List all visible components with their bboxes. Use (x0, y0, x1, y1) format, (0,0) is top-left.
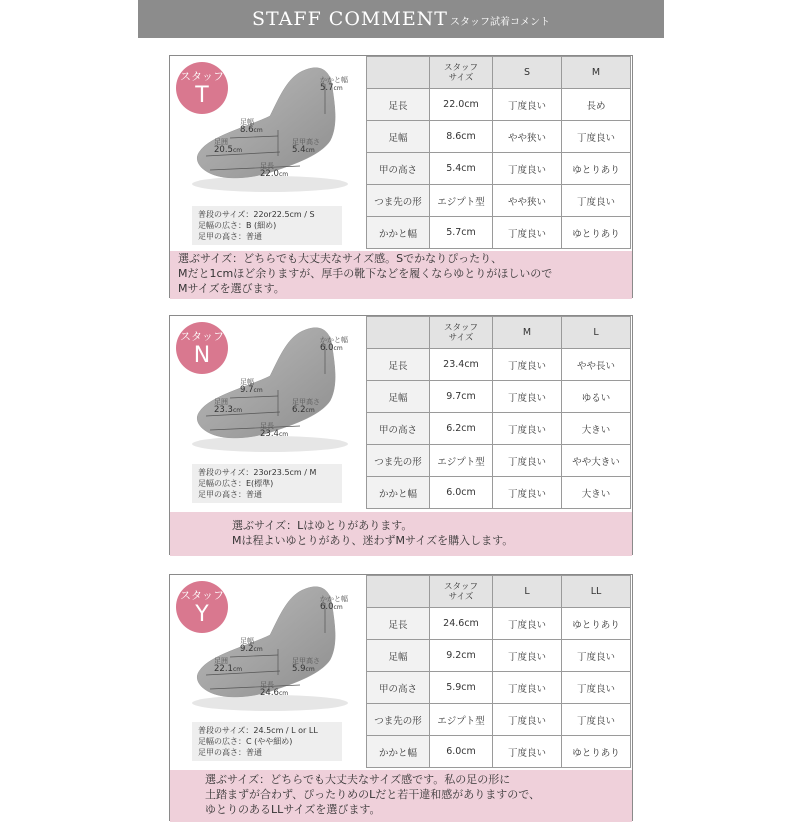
staff-size-cell: エジプト型 (430, 185, 493, 217)
staff-size-cell: 5.9cm (430, 672, 493, 704)
row-label: 足長 (367, 608, 430, 640)
staff-size-cell: 5.4cm (430, 153, 493, 185)
staff-size-cell: 5.7cm (430, 217, 493, 249)
staff-size-cell: 8.6cm (430, 121, 493, 153)
comment-line: 土踏まずが合わず、ぴったりめのLだと若干違和感がありますので、 (205, 788, 541, 801)
staff-comment (170, 770, 632, 822)
info-line: 足甲の高さ：普通 (198, 490, 262, 499)
heel-width-value: 6.0 (320, 343, 334, 353)
staff-size-cell: 6.0cm (430, 477, 493, 509)
fit-cell-1: 丁度良い (493, 445, 562, 477)
badge-letter: Y (195, 602, 209, 627)
staff-info-box (192, 722, 342, 761)
table-row (367, 121, 631, 153)
comment-line: Mだと1cmほど余りますが、厚手の靴下などを履くならゆとりがほしいので (178, 267, 553, 280)
table-row (367, 608, 631, 640)
foot-length-value: 23.4 (260, 429, 279, 439)
size-header-2: L (562, 317, 631, 349)
badge-label: スタッフ (180, 70, 224, 83)
header-title: STAFF COMMENT (252, 8, 448, 30)
fit-table (366, 56, 631, 249)
staff-block (169, 574, 633, 821)
staff-size-cell: 9.7cm (430, 381, 493, 413)
fit-cell-2: 丁度良い (562, 672, 631, 704)
size-header-2: M (562, 57, 631, 89)
info-line: 普段のサイズ：22or22.5cm / S (198, 210, 315, 219)
info-line: 足甲の高さ：普通 (198, 232, 262, 241)
staff-size-cell: 9.2cm (430, 640, 493, 672)
fit-cell-2: ゆとりあり (562, 736, 631, 768)
staff-block (169, 55, 633, 298)
foot-girth-label: 足囲 20.5cm (214, 138, 243, 155)
fit-cell-2: 丁度良い (562, 185, 631, 217)
foot-length-value: 24.6 (260, 688, 279, 698)
fit-cell-1: 丁度良い (493, 736, 562, 768)
foot-girth-label: 足囲 22.1cm (214, 657, 243, 674)
badge-label: スタッフ (180, 330, 224, 343)
table-row (367, 704, 631, 736)
fit-cell-2: ゆるい (562, 381, 631, 413)
instep-height-label: 足甲高さ 5.4cm (292, 138, 320, 155)
foot-width-value: 9.7 (240, 385, 254, 395)
heel-width-label: かかと幅 5.7cm (320, 76, 348, 93)
table-corner (367, 576, 430, 608)
fit-cell-2: ゆとりあり (562, 153, 631, 185)
foot-girth-value: 22.1 (214, 664, 233, 674)
foot-illustration (170, 575, 366, 770)
fit-cell-2: 丁度良い (562, 640, 631, 672)
badge-letter: N (193, 343, 211, 368)
comment-line: ゆとりのあるLLサイズを選びます。 (205, 803, 381, 816)
row-label: つま先の形 (367, 445, 430, 477)
heel-width-value: 6.0 (320, 602, 334, 612)
comment-line: Mは程よいゆとりがあり、迷わずMサイズを購入します。 (232, 534, 514, 547)
foot-illustration (170, 316, 366, 512)
row-label: 甲の高さ (367, 413, 430, 445)
fit-cell-1: 丁度良い (493, 89, 562, 121)
fit-cell-1: 丁度良い (493, 704, 562, 736)
fit-cell-2: 大きい (562, 477, 631, 509)
foot-illustration (170, 56, 366, 251)
fit-cell-1: 丁度良い (493, 608, 562, 640)
fit-cell-1: 丁度良い (493, 477, 562, 509)
row-label: 足長 (367, 89, 430, 121)
table-row (367, 217, 631, 249)
staff-block (169, 315, 633, 555)
staff-badge (176, 581, 228, 633)
row-label: 足長 (367, 349, 430, 381)
staff-size-header: スタッフ サイズ (430, 576, 493, 608)
instep-height-value: 5.9 (292, 664, 306, 674)
foot-girth-label: 足囲 23.3cm (214, 398, 243, 415)
table-header-row (367, 576, 631, 608)
table-row (367, 349, 631, 381)
staff-size-cell: 6.0cm (430, 736, 493, 768)
foot-width-label: 足幅 9.2cm (240, 637, 263, 654)
instep-height-label: 足甲高さ 6.2cm (292, 398, 320, 415)
foot-length-value: 22.0 (260, 169, 279, 179)
staff-size-cell: 22.0cm (430, 89, 493, 121)
row-label: つま先の形 (367, 704, 430, 736)
fit-cell-1: やや狭い (493, 185, 562, 217)
foot-width-label: 足幅 9.7cm (240, 378, 263, 395)
table-corner (367, 57, 430, 89)
badge-label: スタッフ (180, 589, 224, 602)
fit-cell-2: 丁度良い (562, 704, 631, 736)
row-label: 甲の高さ (367, 672, 430, 704)
fit-cell-2: ゆとりあり (562, 608, 631, 640)
table-row (367, 672, 631, 704)
header-subtitle: スタッフ試着コメント (449, 17, 550, 28)
fit-table (366, 316, 631, 509)
foot-width-value: 8.6 (240, 125, 254, 135)
table-row (367, 477, 631, 509)
info-line: 足甲の高さ：普通 (198, 748, 262, 757)
fit-cell-1: 丁度良い (493, 672, 562, 704)
instep-height-label: 足甲高さ 5.9cm (292, 657, 320, 674)
staff-size-cell: 6.2cm (430, 413, 493, 445)
foot-length-label: 足長 24.6cm (260, 681, 289, 698)
staff-badge (176, 322, 228, 374)
row-label: 足幅 (367, 381, 430, 413)
fit-cell-2: 大きい (562, 413, 631, 445)
page-header (138, 0, 664, 38)
row-label: つま先の形 (367, 185, 430, 217)
size-header-2: LL (562, 576, 631, 608)
info-line: 足幅の広さ：C (やや細め) (198, 737, 293, 746)
row-label: 足幅 (367, 121, 430, 153)
staff-size-cell: 23.4cm (430, 349, 493, 381)
fit-cell-1: 丁度良い (493, 640, 562, 672)
staff-size-header: スタッフ サイズ (430, 317, 493, 349)
foot-girth-value: 23.3 (214, 405, 233, 415)
row-label: かかと幅 (367, 217, 430, 249)
heel-width-value: 5.7 (320, 83, 334, 93)
foot-width-label: 足幅 8.6cm (240, 118, 263, 135)
table-row (367, 413, 631, 445)
table-row (367, 445, 631, 477)
fit-cell-2: やや大きい (562, 445, 631, 477)
info-line: 普段のサイズ：24.5cm / L or LL (198, 726, 318, 735)
staff-info-box (192, 206, 342, 245)
size-header-1: M (493, 317, 562, 349)
fit-cell-1: 丁度良い (493, 349, 562, 381)
table-row (367, 640, 631, 672)
table-row (367, 89, 631, 121)
fit-cell-2: 丁度良い (562, 121, 631, 153)
row-label: 甲の高さ (367, 153, 430, 185)
comment-line: 選ぶサイズ：どちらでも大丈夫なサイズ感です。私の足の形に (205, 773, 511, 786)
table-corner (367, 317, 430, 349)
fit-cell-2: やや長い (562, 349, 631, 381)
staff-size-cell: エジプト型 (430, 445, 493, 477)
fit-cell-1: 丁度良い (493, 413, 562, 445)
fit-cell-2: 長め (562, 89, 631, 121)
row-label: かかと幅 (367, 736, 430, 768)
fit-cell-1: 丁度良い (493, 217, 562, 249)
staff-comment (170, 512, 632, 556)
info-line: 足幅の広さ：B (細め) (198, 221, 277, 230)
comment-line: 選ぶサイズ：どちらでも大丈夫なサイズ感。Sでかなりぴったり、 (178, 252, 503, 265)
fit-cell-1: やや狭い (493, 121, 562, 153)
foot-length-label: 足長 23.4cm (260, 422, 289, 439)
table-header-row (367, 57, 631, 89)
table-row (367, 185, 631, 217)
row-label: かかと幅 (367, 477, 430, 509)
fit-cell-1: 丁度良い (493, 153, 562, 185)
comment-line: 選ぶサイズ：Lはゆとりがあります。 (232, 519, 413, 532)
fit-table (366, 575, 631, 768)
instep-height-value: 5.4 (292, 145, 306, 155)
instep-height-value: 6.2 (292, 405, 306, 415)
fit-cell-1: 丁度良い (493, 381, 562, 413)
size-header-1: S (493, 57, 562, 89)
table-row (367, 381, 631, 413)
staff-size-cell: 24.6cm (430, 608, 493, 640)
fit-cell-2: ゆとりあり (562, 217, 631, 249)
staff-size-cell: エジプト型 (430, 704, 493, 736)
table-row (367, 736, 631, 768)
foot-girth-value: 20.5 (214, 145, 233, 155)
table-header-row (367, 317, 631, 349)
comment-line: Mサイズを選びます。 (178, 282, 285, 295)
foot-width-value: 9.2 (240, 644, 254, 654)
info-line: 普段のサイズ：23or23.5cm / M (198, 468, 317, 477)
heel-width-label: かかと幅 6.0cm (320, 336, 348, 353)
badge-letter: T (195, 83, 209, 108)
info-line: 足幅の広さ：E(標準) (198, 479, 274, 488)
staff-comment (170, 251, 632, 299)
staff-badge (176, 62, 228, 114)
table-row (367, 153, 631, 185)
staff-info-box (192, 464, 342, 503)
row-label: 足幅 (367, 640, 430, 672)
heel-width-label: かかと幅 6.0cm (320, 595, 348, 612)
size-header-1: L (493, 576, 562, 608)
foot-length-label: 足長 22.0cm (260, 162, 289, 179)
staff-size-header: スタッフ サイズ (430, 57, 493, 89)
